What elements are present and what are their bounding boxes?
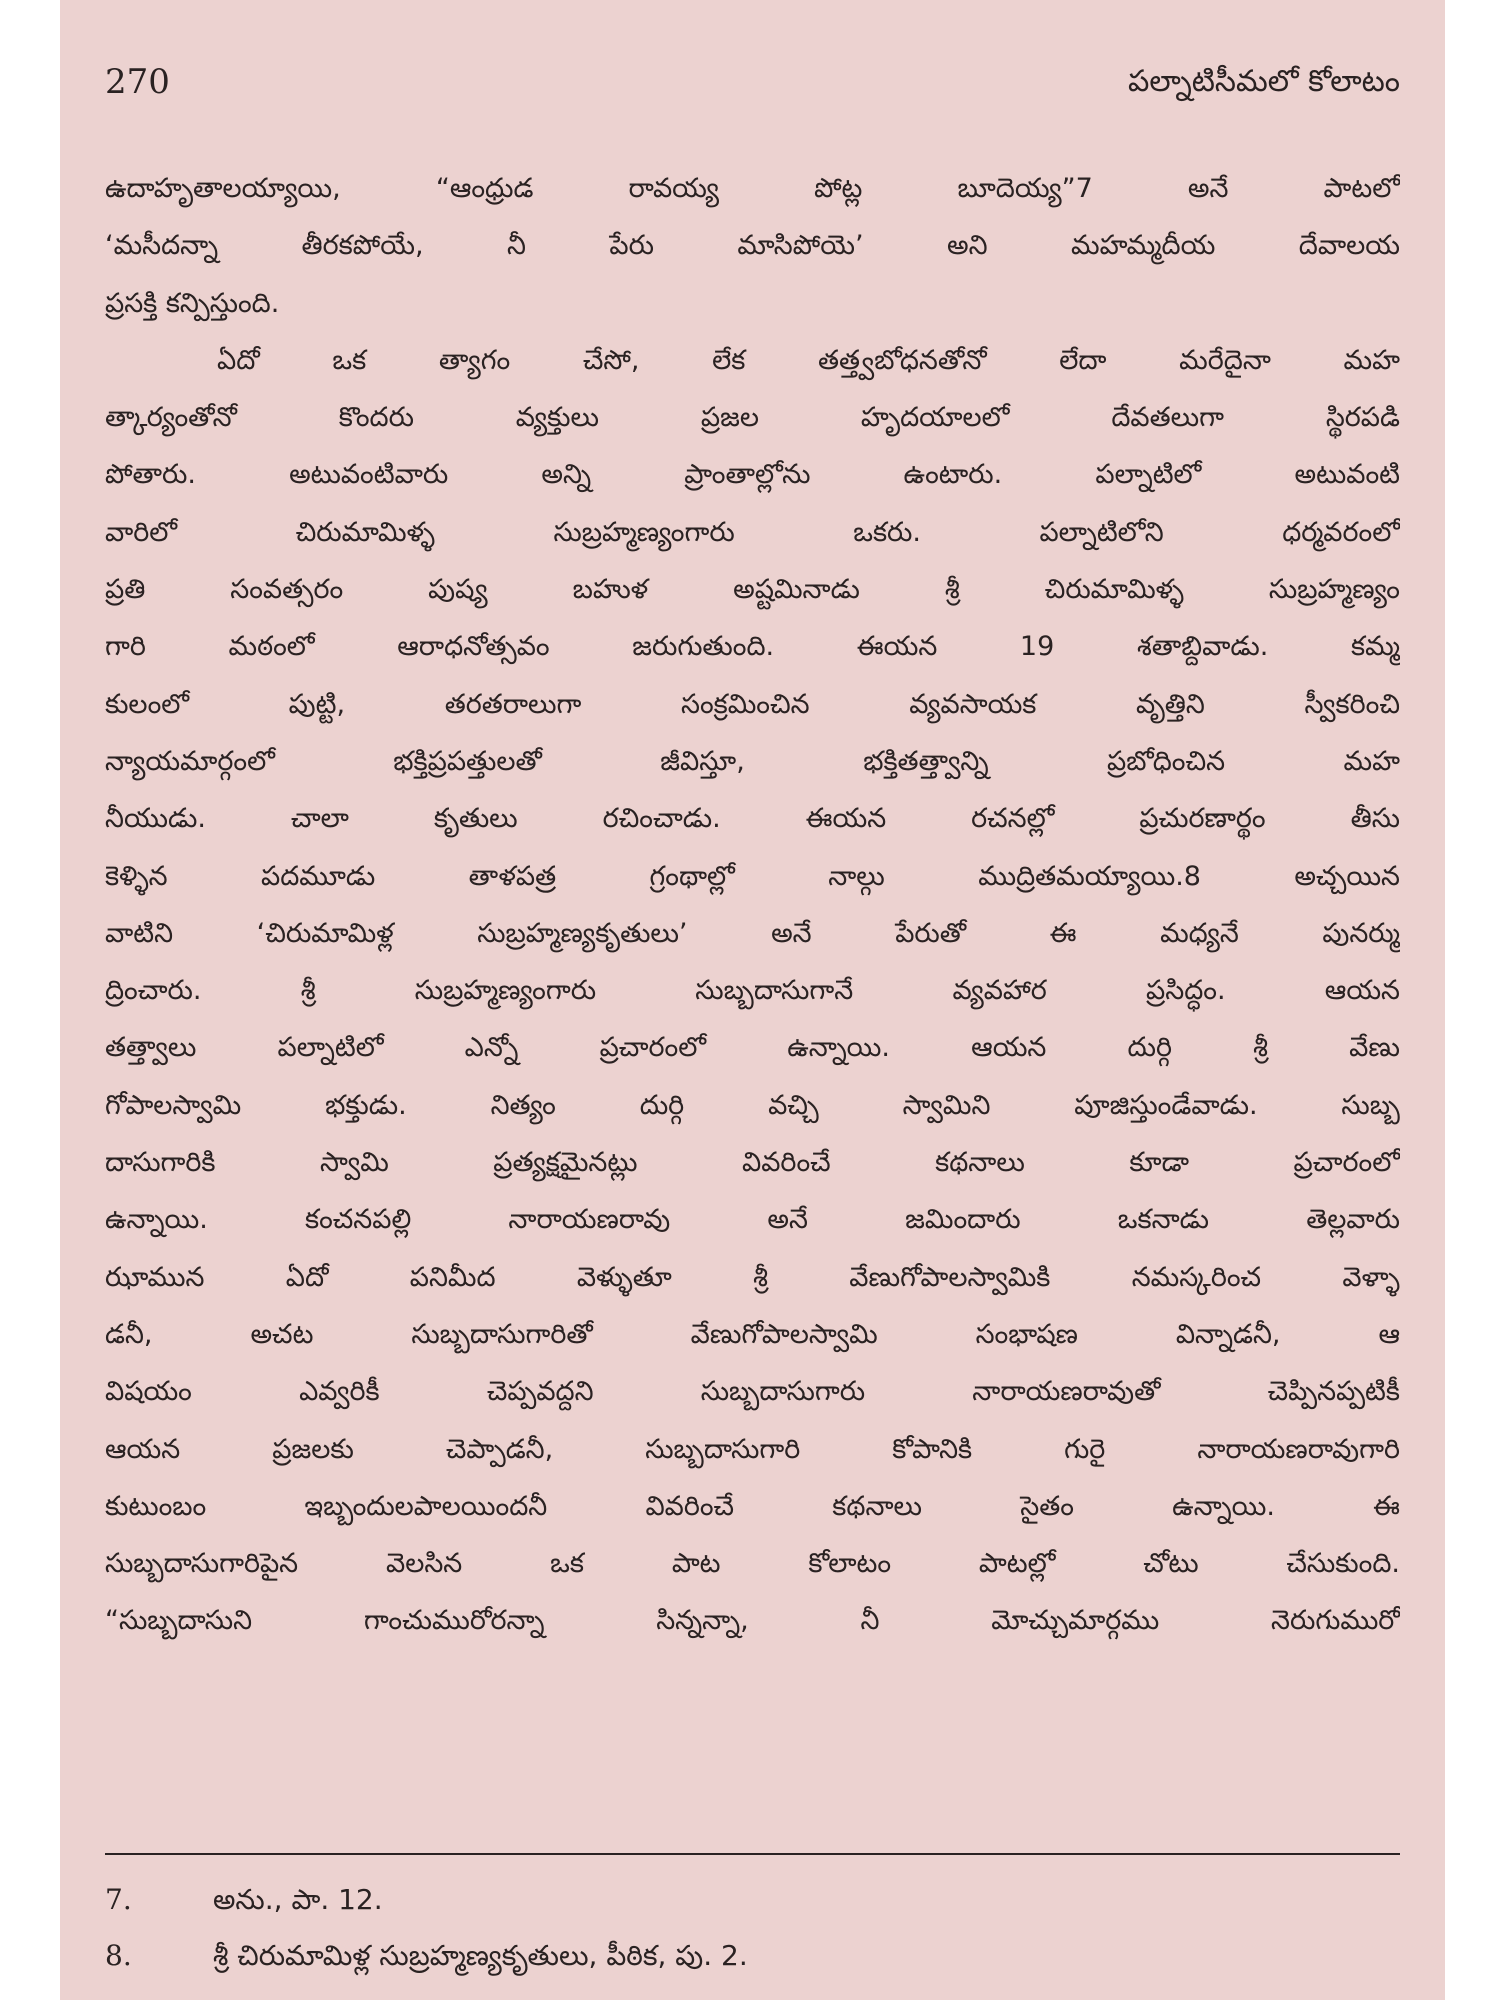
text-line: విషయం ఎవ్వరికీ చెప్పవద్దని సుబ్బదాసుగారు నారాయణరావుతో చెప్పినప్పటికీ (105, 1376, 1400, 1408)
paragraph-first-line: ఏదో ఒక త్యాగం చేసో, లేక తత్త్వబోధనతోనో లేదా మరేదైనా మహ (217, 344, 1400, 376)
footnotes (105, 1872, 1400, 1984)
text-line: దాసుగారికి స్వామి ప్రత్యక్షమైనట్లు వివరించే కథనాలు కూడా ప్రచారంలో (105, 1147, 1400, 1179)
book-page (60, 0, 1445, 2000)
text-line: “సుబ్బదాసుని గాంచుమురోరన్నా సిన్నన్నా, నీ మోచ్చుమార్గము నెరుగుమురో (105, 1605, 1400, 1637)
footnote-text: అను., పా. 12. (213, 1883, 383, 1916)
footnote-number: 7. (105, 1883, 132, 1916)
text-line: సుబ్బదాసుగారిపైన వెలసిన ఒక పాట కోలాటం పాటల్లో చోటు చేసుకుంది. (105, 1548, 1400, 1580)
text-line: ప్రతి సంవత్సరం పుష్య బహుళ అష్టమినాడు శ్రీ చిరుమామిళ్ళ సుబ్రహ్మణ్యం (105, 574, 1400, 606)
text-line: తత్త్వాలు పల్నాటిలో ఎన్నో ప్రచారంలో ఉన్నాయి. ఆయన దుర్గి శ్రీ వేణు (105, 1032, 1400, 1064)
text-line: ద్రించారు. శ్రీ సుబ్రహ్మణ్యంగారు సుబ్బదాసుగానే వ్యవహార ప్రసిద్ధం. ఆయన (105, 975, 1400, 1007)
text-line: ఉదాహృతాలయ్యాయి, “ఆంధ్రుడ రావయ్య పోట్ల బూదెయ్య”7 అనే పాటలో (105, 173, 1400, 204)
text-line: న్యాయమార్గంలో భక్తిప్రపత్తులతో జీవిస్తూ, భక్తితత్త్వాన్ని ప్రబోధించిన మహ (105, 745, 1400, 777)
text-line: త్కార్యంతోనో కొందరు వ్యక్తులు ప్రజల హృదయాలలో దేవతలుగా స్థిరపడి (105, 402, 1400, 434)
text-line: వాటిని ‘చిరుమామిళ్ల సుబ్రహ్మణ్యకృతులు’ అనే పేరుతో ఈ మధ్యనే పునర్ము (105, 917, 1400, 949)
footnote (105, 1928, 1400, 1984)
footnote-text: శ్రీ చిరుమామిళ్ల సుబ్రహ్మణ్యకృతులు, పీఠిక, పు. 2. (213, 1939, 748, 1972)
text-line: ఉన్నాయి. కంచనపల్లి నారాయణరావు అనే జమిందారు ఒకనాడు తెల్లవారు (105, 1204, 1400, 1236)
text-line: ఆయన ప్రజలకు చెప్పాడనీ, సుబ్బదాసుగారి కోపానికి గురై నారాయణరావుగారి (105, 1433, 1400, 1465)
footnote-number: 8. (105, 1939, 132, 1972)
text-line: కులంలో పుట్టి, తరతరాలుగా సంక్రమించిన వ్యవసాయక వృత్తిని స్వీకరించి (105, 688, 1400, 720)
text-line: ‘మసీదన్నా తీరకపోయే, నీ పేరు మాసిపోయె’ అని మహమ్మదీయ దేవాలయ (105, 230, 1400, 262)
text-line: ఝామున ఏదో పనిమీద వెళ్ళుతూ శ్రీ వేణుగోపాలస్వామికి నమస్కరించ వెళ్ళా (105, 1261, 1400, 1293)
text-line: గారి మఠంలో ఆరాధనోత్సవం జరుగుతుంది. ఈయన 19 శతాబ్దివాడు. కమ్మ (105, 631, 1400, 663)
footnote-divider (105, 1853, 1400, 1855)
text-line: ప్రసక్తి కన్పిస్తుంది. (105, 287, 280, 319)
text-line: కుటుంబం ఇబ్బందులపాలయిందనీ వివరించే కథనాలు సైతం ఉన్నాయి. ఈ (105, 1490, 1400, 1522)
body-text (105, 160, 1400, 1650)
text-line: పోతారు. అటువంటివారు అన్ని ప్రాంతాల్లోను ఉంటారు. పల్నాటిలో అటువంటి (105, 459, 1400, 491)
running-title: పల్నాటిసీమలో కోలాటం (1128, 64, 1400, 99)
text-line: వారిలో చిరుమామిళ్ళ సుబ్రహ్మణ్యంగారు ఒకరు. పల్నాటిలోని ధర్మవరంలో (105, 516, 1400, 548)
text-line: గోపాలస్వామి భక్తుడు. నిత్యం దుర్గి వచ్చి స్వామిని పూజిస్తుండేవాడు. సుబ్బ (105, 1089, 1400, 1121)
text-line: కెళ్ళిన పదమూడు తాళపత్ర గ్రంథాల్లో నాల్గు ముద్రితమయ్యాయి.8 అచ్చయిన (105, 860, 1400, 892)
text-line: డనీ, అచట సుబ్బదాసుగారితో వేణుగోపాలస్వామి సంభాషణ విన్నాడనీ, ఆ (105, 1318, 1400, 1350)
page-number: 270 (105, 62, 170, 102)
page-header (105, 62, 1400, 112)
text-line: నీయుడు. చాలా కృతులు రచించాడు. ఈయన రచనల్లో ప్రచురణార్థం తీసు (105, 803, 1400, 835)
footnote (105, 1872, 1400, 1928)
